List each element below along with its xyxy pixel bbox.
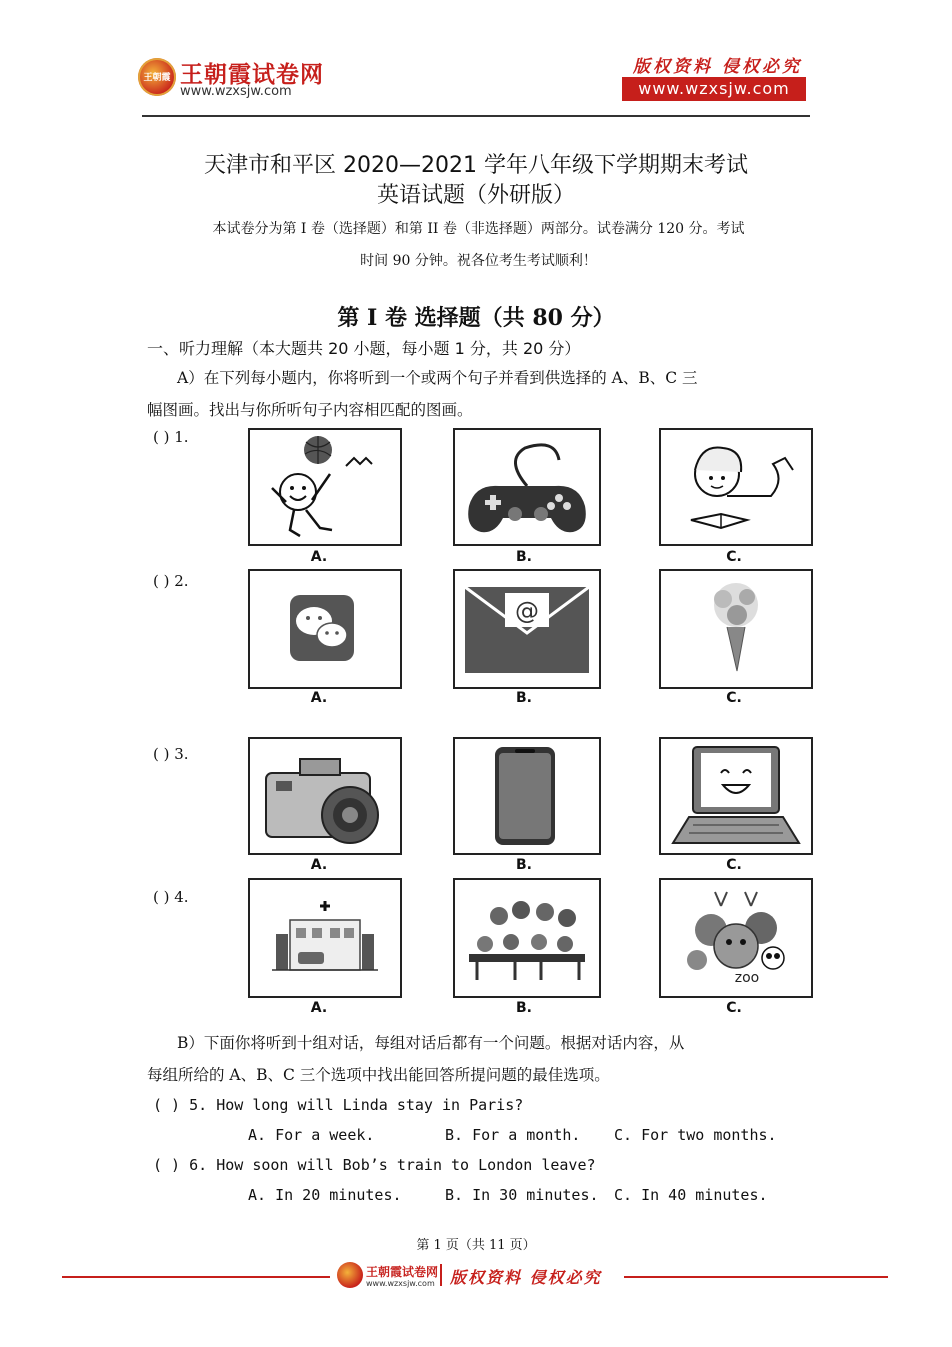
question-1-number: ( ) 1.	[153, 428, 189, 446]
question-5-text: How long will Linda stay in Paris?	[216, 1096, 524, 1114]
brand-url: www.wzxsjw.com	[180, 84, 292, 99]
question-3-label-c: C.	[726, 857, 742, 873]
smartphone-icon	[455, 739, 599, 853]
question-1-label-c: C.	[726, 549, 742, 565]
question-5-option-c: C. For two months.	[614, 1126, 777, 1144]
question-6-text: How soon will Bob’s train to London leave?	[216, 1156, 596, 1174]
footer-line-right	[624, 1276, 888, 1278]
header-url-box: www.wzxsjw.com	[622, 77, 806, 101]
classroom-icon	[455, 880, 599, 996]
question-1-option-a-image	[248, 428, 402, 546]
section-a-line-2: 幅图画。找出与你所听句子内容相匹配的图画。	[147, 401, 473, 419]
question-6-option-c: C. In 40 minutes.	[614, 1186, 768, 1204]
exam-intro	[147, 213, 810, 277]
question-2-label-a: A.	[310, 690, 328, 706]
question-4-option-a-image	[248, 878, 402, 998]
zoo-label: zoo	[734, 970, 760, 986]
question-6-number: ( ) 6.	[153, 1156, 208, 1174]
section-a-line-1: A）在下列每小题内，你将听到一个或两个句子并看到供选择的 A、B、C 三	[177, 369, 698, 387]
svg-text:@: @	[515, 597, 539, 625]
question-3-number: ( ) 3.	[153, 745, 189, 763]
question-4-option-b-image	[453, 878, 601, 998]
laptop-icon	[661, 739, 811, 853]
footer-slogan: 版权资料 侵权必究	[450, 1268, 602, 1287]
wechat-icon	[250, 571, 400, 687]
question-6-option-a: A. In 20 minutes.	[248, 1186, 402, 1204]
section1-title: 一、听力理解（本大题共 20 小题，每小题 1 分，共 20 分）	[147, 339, 581, 358]
question-6-option-b: B. In 30 minutes.	[445, 1186, 599, 1204]
question-6	[153, 1156, 596, 1174]
page-number: 第 1 页（共 11 页）	[416, 1238, 536, 1253]
question-5-number: ( ) 5.	[153, 1096, 208, 1114]
section-b-line-1: B）下面你将听到十组对话，每组对话后都有一个问题。根据对话内容，从	[177, 1034, 685, 1052]
girl-reading-icon	[661, 430, 811, 544]
email-envelope-icon	[455, 571, 599, 687]
question-4-label-b: B.	[516, 1000, 532, 1016]
hospital-icon	[250, 880, 400, 996]
question-2-option-a-image	[248, 569, 402, 689]
zoo-animals-icon	[661, 880, 811, 996]
footer-seal-logo	[337, 1262, 363, 1288]
question-2-number: ( ) 2.	[153, 572, 189, 590]
footer-separator	[440, 1264, 442, 1286]
part1-title: 第 I 卷 选择题（共 80 分）	[337, 305, 615, 331]
section-b-line-2: 每组所给的 A、B、C 三个选项中找出能回答所提问题的最佳选项。	[147, 1066, 610, 1084]
question-3-label-b: B.	[516, 857, 532, 873]
game-controller-icon	[455, 430, 599, 544]
brand-seal-logo	[138, 58, 176, 96]
footer-brand-name: 王朝霞试卷网	[366, 1265, 439, 1279]
question-4-option-c-image	[659, 878, 813, 998]
question-1-option-c-image	[659, 428, 813, 546]
question-2-option-c-image	[659, 569, 813, 689]
question-2-label-c: C.	[726, 690, 742, 706]
section-b-instructions	[147, 1027, 810, 1091]
brand-name: 王朝霞试卷网	[180, 62, 324, 88]
question-2-option-b-image	[453, 569, 601, 689]
question-2-label-b: B.	[516, 690, 532, 706]
header-divider	[142, 115, 810, 117]
question-4-number: ( ) 4.	[153, 888, 189, 906]
exam-subtitle: 英语试题（外研版）	[376, 183, 575, 208]
question-5	[153, 1096, 523, 1114]
question-3-option-b-image	[453, 737, 601, 855]
question-3-label-a: A.	[310, 857, 328, 873]
boy-basketball-icon	[250, 430, 400, 544]
question-5-option-a: A. For a week.	[248, 1126, 375, 1144]
question-1-option-b-image	[453, 428, 601, 546]
intro-line-2: 时间 90 分钟。祝各位考生考试顺利！	[360, 253, 597, 269]
copyright-slogan: 版权资料 侵权必究	[633, 57, 802, 77]
camera-icon	[250, 739, 400, 853]
flower-bouquet-icon	[661, 571, 811, 687]
question-1-label-b: B.	[516, 549, 532, 565]
question-4-label-c: C.	[726, 1000, 742, 1016]
footer-brand-url: www.wzxsjw.com	[366, 1279, 435, 1288]
question-5-option-b: B. For a month.	[445, 1126, 581, 1144]
section-a-instructions	[147, 362, 810, 426]
question-3-option-a-image	[248, 737, 402, 855]
seal-text: 王朝霞	[143, 73, 171, 83]
intro-line-1: 本试卷分为第 I 卷（选择题）和第 II 卷（非选择题）两部分。试卷满分 120 分。考试	[212, 221, 745, 237]
question-4-label-a: A.	[310, 1000, 328, 1016]
exam-title: 天津市和平区 2020—2021 学年八年级下学期期末考试	[204, 153, 748, 178]
question-1-label-a: A.	[310, 549, 328, 565]
footer-line-left	[62, 1276, 330, 1278]
question-3-option-c-image	[659, 737, 813, 855]
